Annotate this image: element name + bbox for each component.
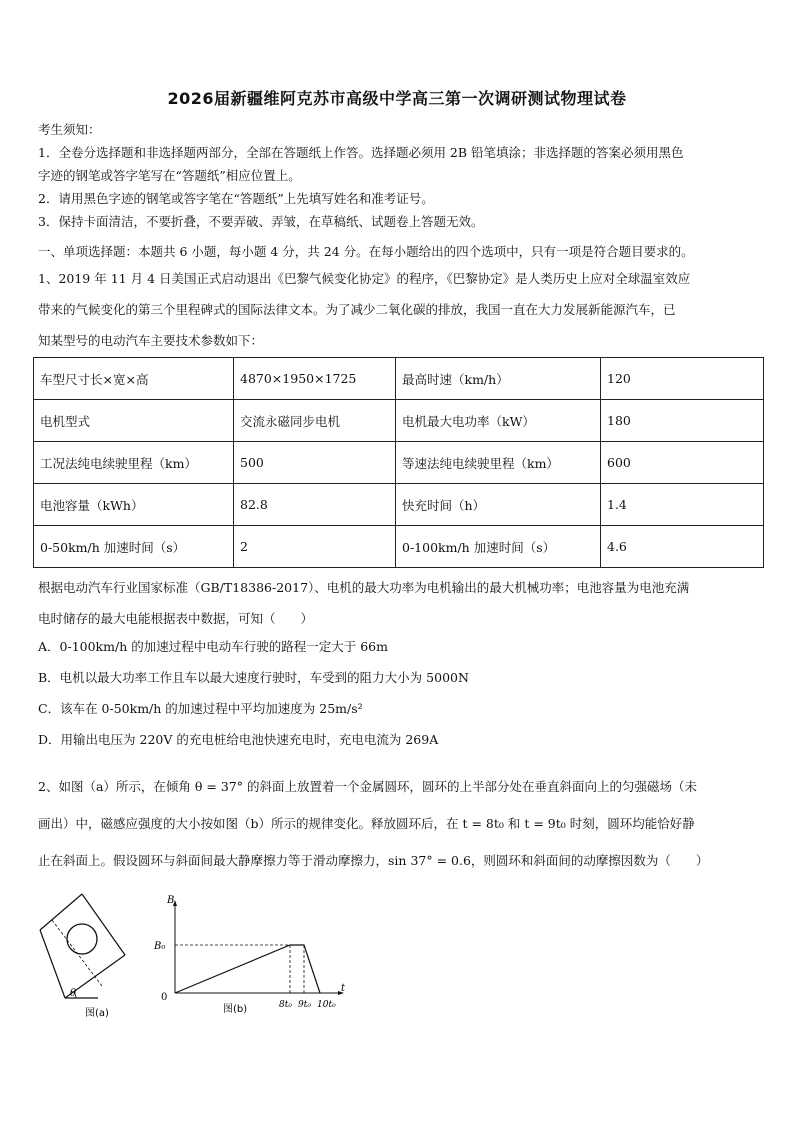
question-line: 2、如图（a）所示，在倾角 θ = 37° 的斜面上放置着一个金属圆环，圆环的上半部分处在垂直斜面向上的匀强磁场（未 <box>38 779 697 794</box>
table-row <box>34 400 764 442</box>
table-cell: 工况法纯电续驶里程（km） <box>34 442 234 484</box>
figure-area <box>30 890 360 1028</box>
table-cell: 最高时速（km/h） <box>396 358 601 400</box>
table-row <box>34 442 764 484</box>
option-b: B．电机以最大功率工作且车以最大速度行驶时，车受到的阻力大小为 5000N <box>38 670 469 685</box>
table-cell: 车型尺寸长×宽×高 <box>34 358 234 400</box>
table-cell: 0-100km/h 加速时间（s） <box>396 526 601 568</box>
notice-item: 1．全卷分选择题和非选择题两部分，全部在答题纸上作答。选择题必须用 2B 铅笔填涂；非选择题的答案必须用黑色 <box>38 145 684 160</box>
table-cell: 电机最大电功率（kW） <box>396 400 601 442</box>
incline-edge-right <box>82 894 125 955</box>
table-cell: 4.6 <box>601 526 764 568</box>
table-cell: 82.8 <box>234 484 396 526</box>
figure-b <box>153 895 346 1015</box>
figure-b-caption: 图(b) <box>223 1004 248 1015</box>
table-cell: 等速法纯电续驶里程（km） <box>396 442 601 484</box>
incline-edge-left <box>40 930 65 998</box>
table-cell: 500 <box>234 442 396 484</box>
notice-block <box>38 118 760 233</box>
section-heading: 一、单项选择题：本题共 6 小题，每小题 4 分，共 24 分。在每小题给出的四个选项中，只有一项是符合题目要求的。 <box>38 244 694 259</box>
angle-label: θ <box>70 988 77 999</box>
tick-8t0: 8t₀ <box>279 1000 292 1010</box>
table-cell: 600 <box>601 442 764 484</box>
page-title: 2026届新疆维阿克苏市高级中学高三第一次调研测试物理试卷 <box>167 89 627 108</box>
question-line: 1、2019 年 11 月 4 日美国正式启动退出《巴黎气候变化协定》的程序，《巴黎协定》是人类历史上应对全球温室效应 <box>38 271 691 286</box>
question-2-text <box>38 768 760 879</box>
y-axis-label: B <box>167 895 175 906</box>
table-cell: 电机型式 <box>34 400 234 442</box>
question-line: 知某型号的电动汽车主要技术参数如下： <box>38 333 264 348</box>
table-cell: 2 <box>234 526 396 568</box>
incline-edge-top <box>40 894 82 930</box>
table-cell: 电池容量（kWh） <box>34 484 234 526</box>
x-axis-label: t <box>341 983 346 994</box>
table-cell: 1.4 <box>601 484 764 526</box>
table-cell: 快充时间（h） <box>396 484 601 526</box>
b-curve <box>175 945 320 993</box>
table-cell: 180 <box>601 400 764 442</box>
table-row <box>34 484 764 526</box>
notice-heading: 考生须知： <box>38 122 101 137</box>
question-1-stem <box>38 572 760 634</box>
option-a: A．0-100km/h 的加速过程中电动车行驶的路程一定大于 66m <box>38 639 388 654</box>
table-cell: 交流永磁同步电机 <box>234 400 396 442</box>
origin-label: 0 <box>161 992 168 1003</box>
notice-item: 字迹的钢笔或答字笔写在“答题纸”相应位置上。 <box>38 168 301 183</box>
question-1-text <box>38 263 760 356</box>
figure-a <box>40 894 125 1019</box>
table-row <box>34 526 764 568</box>
table-cell: 120 <box>601 358 764 400</box>
table-cell: 0-50km/h 加速时间（s） <box>34 526 234 568</box>
question-line: 根据电动汽车行业国家标准（GB/T18386-2017）、电机的最大功率为电机输出的最大机械功率；电池容量为电池充满 <box>38 580 690 595</box>
spec-table <box>33 357 764 568</box>
figure-a-caption: 图(a) <box>85 1008 109 1019</box>
question-line: 带来的气候变化的第三个里程碑式的国际法律文本。为了减少二氧化碳的排放，我国一直在大力发展新能源汽车，已 <box>38 302 676 317</box>
figures-svg <box>30 890 360 1025</box>
tick-10t0: 10t₀ <box>317 1000 336 1010</box>
tick-9t0: 9t₀ <box>298 1000 311 1010</box>
table-row <box>34 358 764 400</box>
question-line: 止在斜面上。假设圆环与斜面间最大静摩擦力等于滑动摩擦力，sin 37° = 0.6，则圆环和斜面间的动摩擦因数为（ ） <box>38 853 709 868</box>
metal-ring <box>67 924 97 954</box>
option-d: D．用输出电压为 220V 的充电桩给电池快速充电时，充电电流为 269A <box>38 732 439 747</box>
option-c: C．该车在 0-50km/h 的加速过程中平均加速度为 25m/s² <box>38 701 363 716</box>
table-cell: 4870×1950×1725 <box>234 358 396 400</box>
question-line: 画出）中，磁感应强度的大小按如图（b）所示的规律变化。释放圆环后，在 t = 8t₀ 和 t = 9t₀ 时刻，圆环均能恰好静 <box>38 816 695 831</box>
notice-item: 3．保持卡面清洁，不要折叠，不要弄破、弄皱，在草稿纸、试题卷上答题无效。 <box>38 214 484 229</box>
b0-label: B₀ <box>154 941 166 952</box>
notice-item: 2．请用黑色字迹的钢笔或答字笔在“答题纸”上先填写姓名和准考证号。 <box>38 191 434 206</box>
question-line: 电时储存的最大电能根据表中数据，可知（ ） <box>38 611 314 626</box>
